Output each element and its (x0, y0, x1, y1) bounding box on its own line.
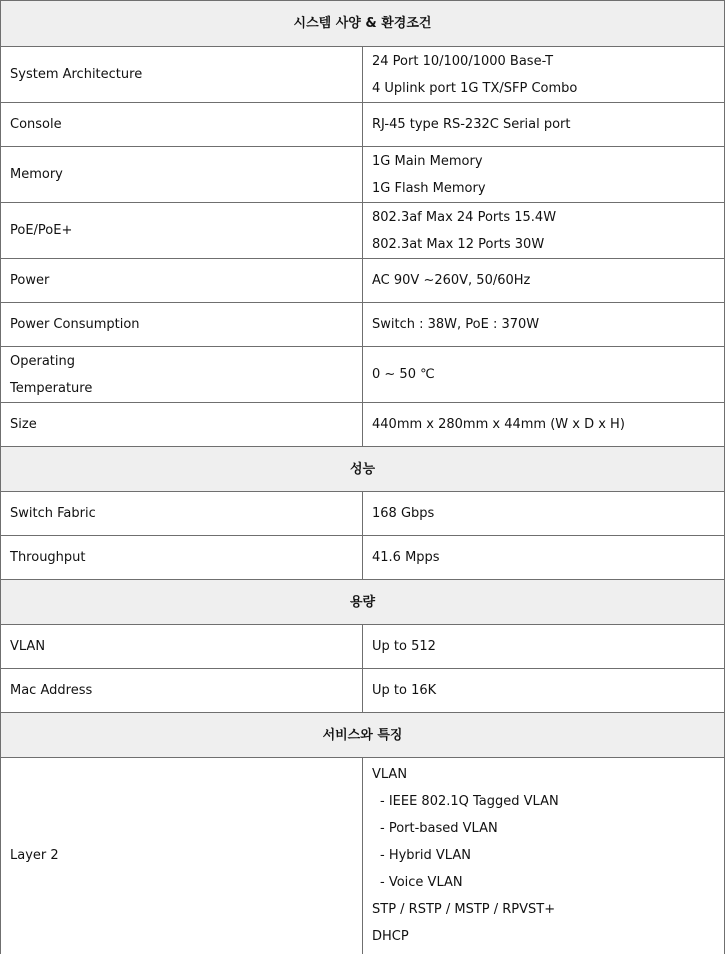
row-label-poe: PoE/PoE+ (1, 203, 363, 259)
row-label-power-consumption: Power Consumption (1, 303, 363, 347)
row-label-layer2: Layer 2 (1, 758, 363, 954)
table-row (1, 303, 725, 347)
row-label-size: Size (1, 403, 363, 447)
row-label-architecture: System Architecture (1, 47, 363, 103)
row-value-power-consumption: Switch : 38W, PoE : 370W (363, 303, 725, 347)
value-line: 24 Port 10/100/1000 Base-T (372, 53, 554, 69)
section-header-services: 서비스와 특징 (1, 713, 725, 758)
value-line: STP / RSTP / MSTP / RPVST+ (372, 902, 556, 918)
value-line: DHCP (372, 929, 409, 945)
row-label-console: Console (1, 103, 363, 147)
value-line: - Hybrid VLAN (380, 848, 471, 864)
value-line: - Port-based VLAN (380, 821, 498, 837)
row-label-memory: Memory (1, 147, 363, 203)
table-row (1, 625, 725, 669)
value-line: 802.3at Max 12 Ports 30W (372, 236, 545, 252)
row-label-switch-fabric: Switch Fabric (1, 492, 363, 536)
row-value-throughput: 41.6 Mpps (363, 536, 725, 580)
row-value-vlan: Up to 512 (363, 625, 725, 669)
value-line: - IEEE 802.1Q Tagged VLAN (380, 794, 559, 810)
table-row (1, 758, 725, 954)
row-label-mac-address: Mac Address (1, 669, 363, 713)
row-value-mac-address: Up to 16K (363, 669, 725, 713)
section-header-capacity: 용량 (1, 580, 725, 625)
table-row (1, 403, 725, 447)
table-row (1, 669, 725, 713)
row-value-console: RJ-45 type RS-232C Serial port (363, 103, 725, 147)
label-line: Temperature (10, 380, 93, 396)
table-row (1, 203, 725, 259)
row-value-temperature: 0 ~ 50 ℃ (363, 347, 725, 403)
table-row (1, 259, 725, 303)
row-value-architecture (363, 47, 725, 103)
table-row (1, 147, 725, 203)
row-label-throughput: Throughput (1, 536, 363, 580)
row-value-poe (363, 203, 725, 259)
row-label-temperature (1, 347, 363, 403)
row-value-memory (363, 147, 725, 203)
table-row (1, 536, 725, 580)
section-header-performance: 성능 (1, 447, 725, 492)
row-value-power: AC 90V ~260V, 50/60Hz (363, 259, 725, 303)
row-value-size: 440mm x 280mm x 44mm (W x D x H) (363, 403, 725, 447)
value-line: 4 Uplink port 1G TX/SFP Combo (372, 80, 578, 96)
table-row (1, 103, 725, 147)
value-line: 1G Flash Memory (372, 180, 486, 196)
table-row (1, 347, 725, 403)
section-header-system: 시스템 사양 & 환경조건 (1, 1, 725, 47)
value-line: 802.3af Max 24 Ports 15.4W (372, 209, 557, 225)
row-value-switch-fabric: 168 Gbps (363, 492, 725, 536)
value-line: - Voice VLAN (380, 875, 463, 891)
row-label-power: Power (1, 259, 363, 303)
table-row (1, 492, 725, 536)
row-value-layer2 (363, 758, 725, 954)
row-label-vlan: VLAN (1, 625, 363, 669)
value-line: 1G Main Memory (372, 153, 483, 169)
label-line: Operating (10, 353, 75, 369)
table-row (1, 47, 725, 103)
value-line: VLAN (372, 767, 408, 783)
